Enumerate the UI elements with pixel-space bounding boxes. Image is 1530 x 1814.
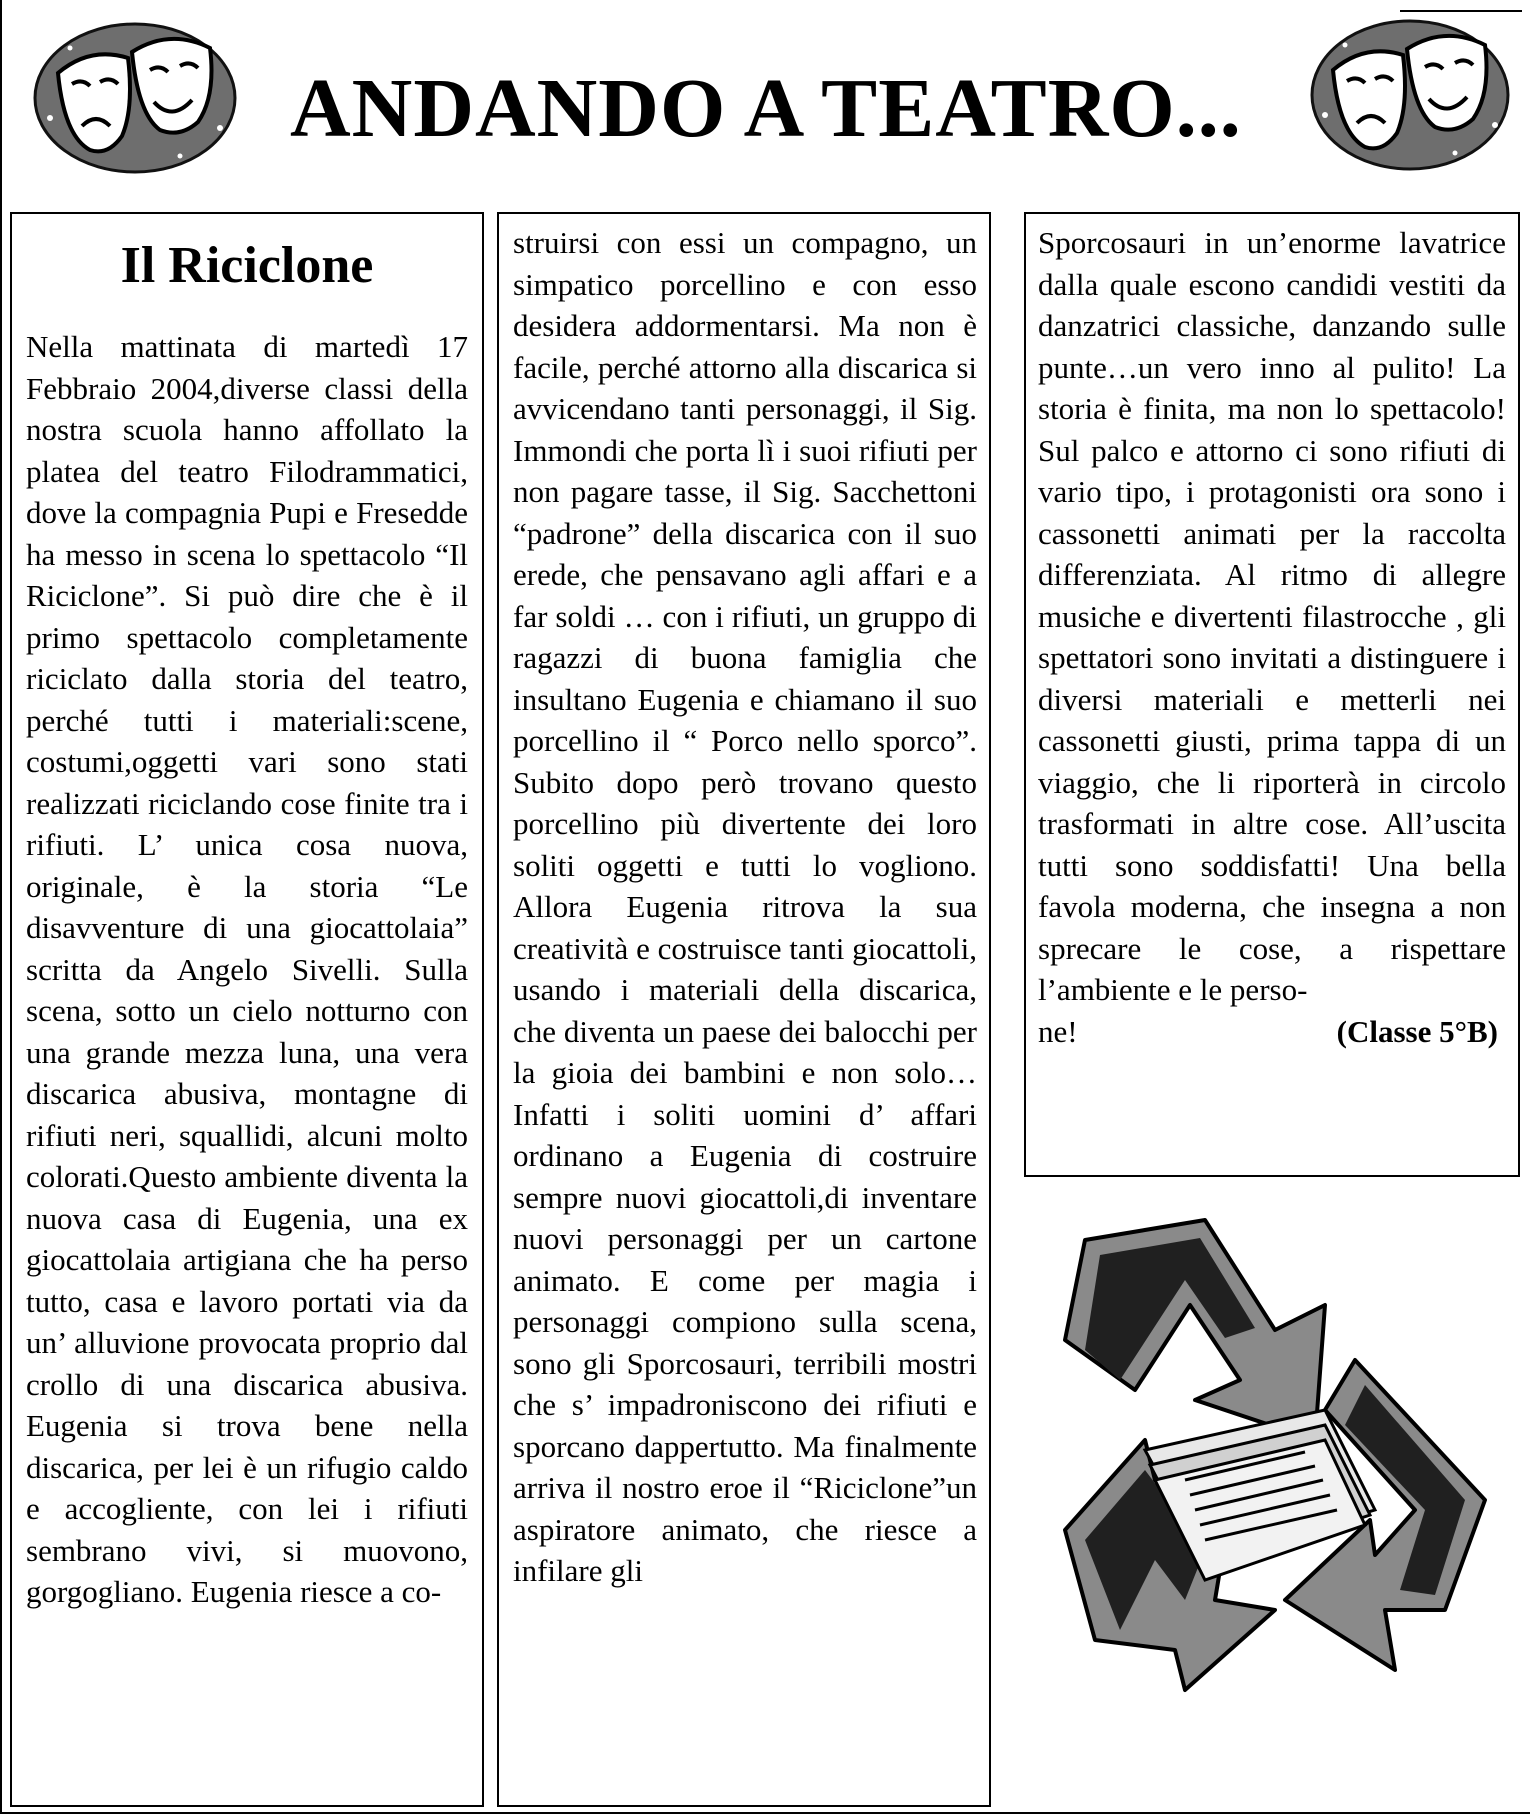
recycle-newspaper-icon [1025, 1210, 1495, 1700]
column-3-tail: ne! [1038, 1013, 1078, 1049]
masthead [0, 0, 1530, 200]
theater-masks-icon [1305, 15, 1515, 175]
column-1-text: Nella mattinata di martedì 17 Febbraio 2004,diverse classi della nostra scuola hanno affollato la platea del teatro Filodrammatici, dove la compagnia Pupi e Fresedde ha messo in scena lo spettacolo “Il Riciclone”. Si può dire che è il primo spettacolo completamente riciclato dalla storia del teatro, perché tutti i materiali:scene, costumi,oggetti vari sono stati realizzati riciclando cose finite tra i rifiuti. L’ unica cosa nuova, originale, è la storia “Le disavventure di una giocattolaia” scritta da Angelo Sivelli. Sulla scena, sotto un cielo notturno con una grande mezza luna, una vera discarica abusiva, montagne di rifiuti neri, squallidi, alcuni molto colorati.Questo ambiente diventa la nuova casa di Eugenia, una ex giocattolaia artigiana che ha perso tutto, casa e lavoro portati via da un’ alluvione provocata proprio dal crollo di una discarica abusiva. Eugenia si trova bene nella discarica, per lei è un rifugio caldo e accogliente, con lei i rifiuti sembrano vivi, si muovono, gorgogliano. Eugenia riesce a co- [26, 329, 468, 1609]
column-2-text: struirsi con essi un compagno, un simpatico porcellino e con esso desidera addormentarsi. Ma non è facile, perché attorno alla discarica si avvicendano tanti personaggi, il Sig. Immondi che porta lì i suoi rifiuti per non pagare tasse, il Sig. Sacchettoni “padrone” della discarica con il suo erede, che pensavano agli affari e a far soldi … con i rifiuti, un gruppo di ragazzi di buona famiglia che insultano Eugenia e chiamano il suo porcellino il “ Porco nello sporco”. Subito dopo però trovano questo porcellino più divertente dei loro soliti oggetti e tutti lo vogliono. Allora Eugenia ritrova la sua creatività e costruisce tanti giocattoli, usando i materiali della discarica, che diventa un paese dei balocchi per la gioia dei bambini e non solo…Infatti i soliti uomini d’ affari ordinano a Eugenia di costruire sempre nuovi giocattoli,di inventare nuovi personaggi per un cartone animato. E come per magia i personaggi compiono sulla scena, sono gli Sporcosauri, terribili mostri che s’ impadroniscono dei rifiuti e sporcano dappertutto. Ma finalmente arriva il nostro eroe il “Riciclone”un aspiratore animato, che riesce a infilare gli [513, 225, 977, 1588]
signature-line [1038, 1011, 1506, 1053]
article-column-3 [1024, 212, 1520, 1177]
theater-masks-icon [30, 18, 240, 178]
article-column-2 [497, 212, 991, 1807]
article-title: Il Riciclone [120, 237, 374, 294]
signature: (Classe 5°B) [1336, 1013, 1498, 1049]
masthead-title: ANDANDO A TEATRO... [290, 62, 1242, 155]
article-column-1 [10, 212, 484, 1807]
column-3-text: Sporcosauri in un’enorme lavatrice dalla quale escono candidi vestiti da danzatrici classiche, danzando sulle punte…un vero inno al pulito! La storia è finita, ma non lo spettacolo! Sul palco e attorno ci sono rifiuti di vario tipo, i protagonisti ora sono i cassonetti animati per la raccolta differenziata. Al ritmo di allegre musiche e divertenti filastrocche , gli spettatori sono invitati a distinguere i diversi materiali e metterli nei cassonetti giusti, prima tappa di un viaggio, che li riporterà in circolo trasformati in altre cose. All’uscita tutti sono soddisfatti! Una bella favola moderna, che insegna a non sprecare le cose, a rispettare l’ambiente e le perso- [1038, 225, 1506, 1007]
